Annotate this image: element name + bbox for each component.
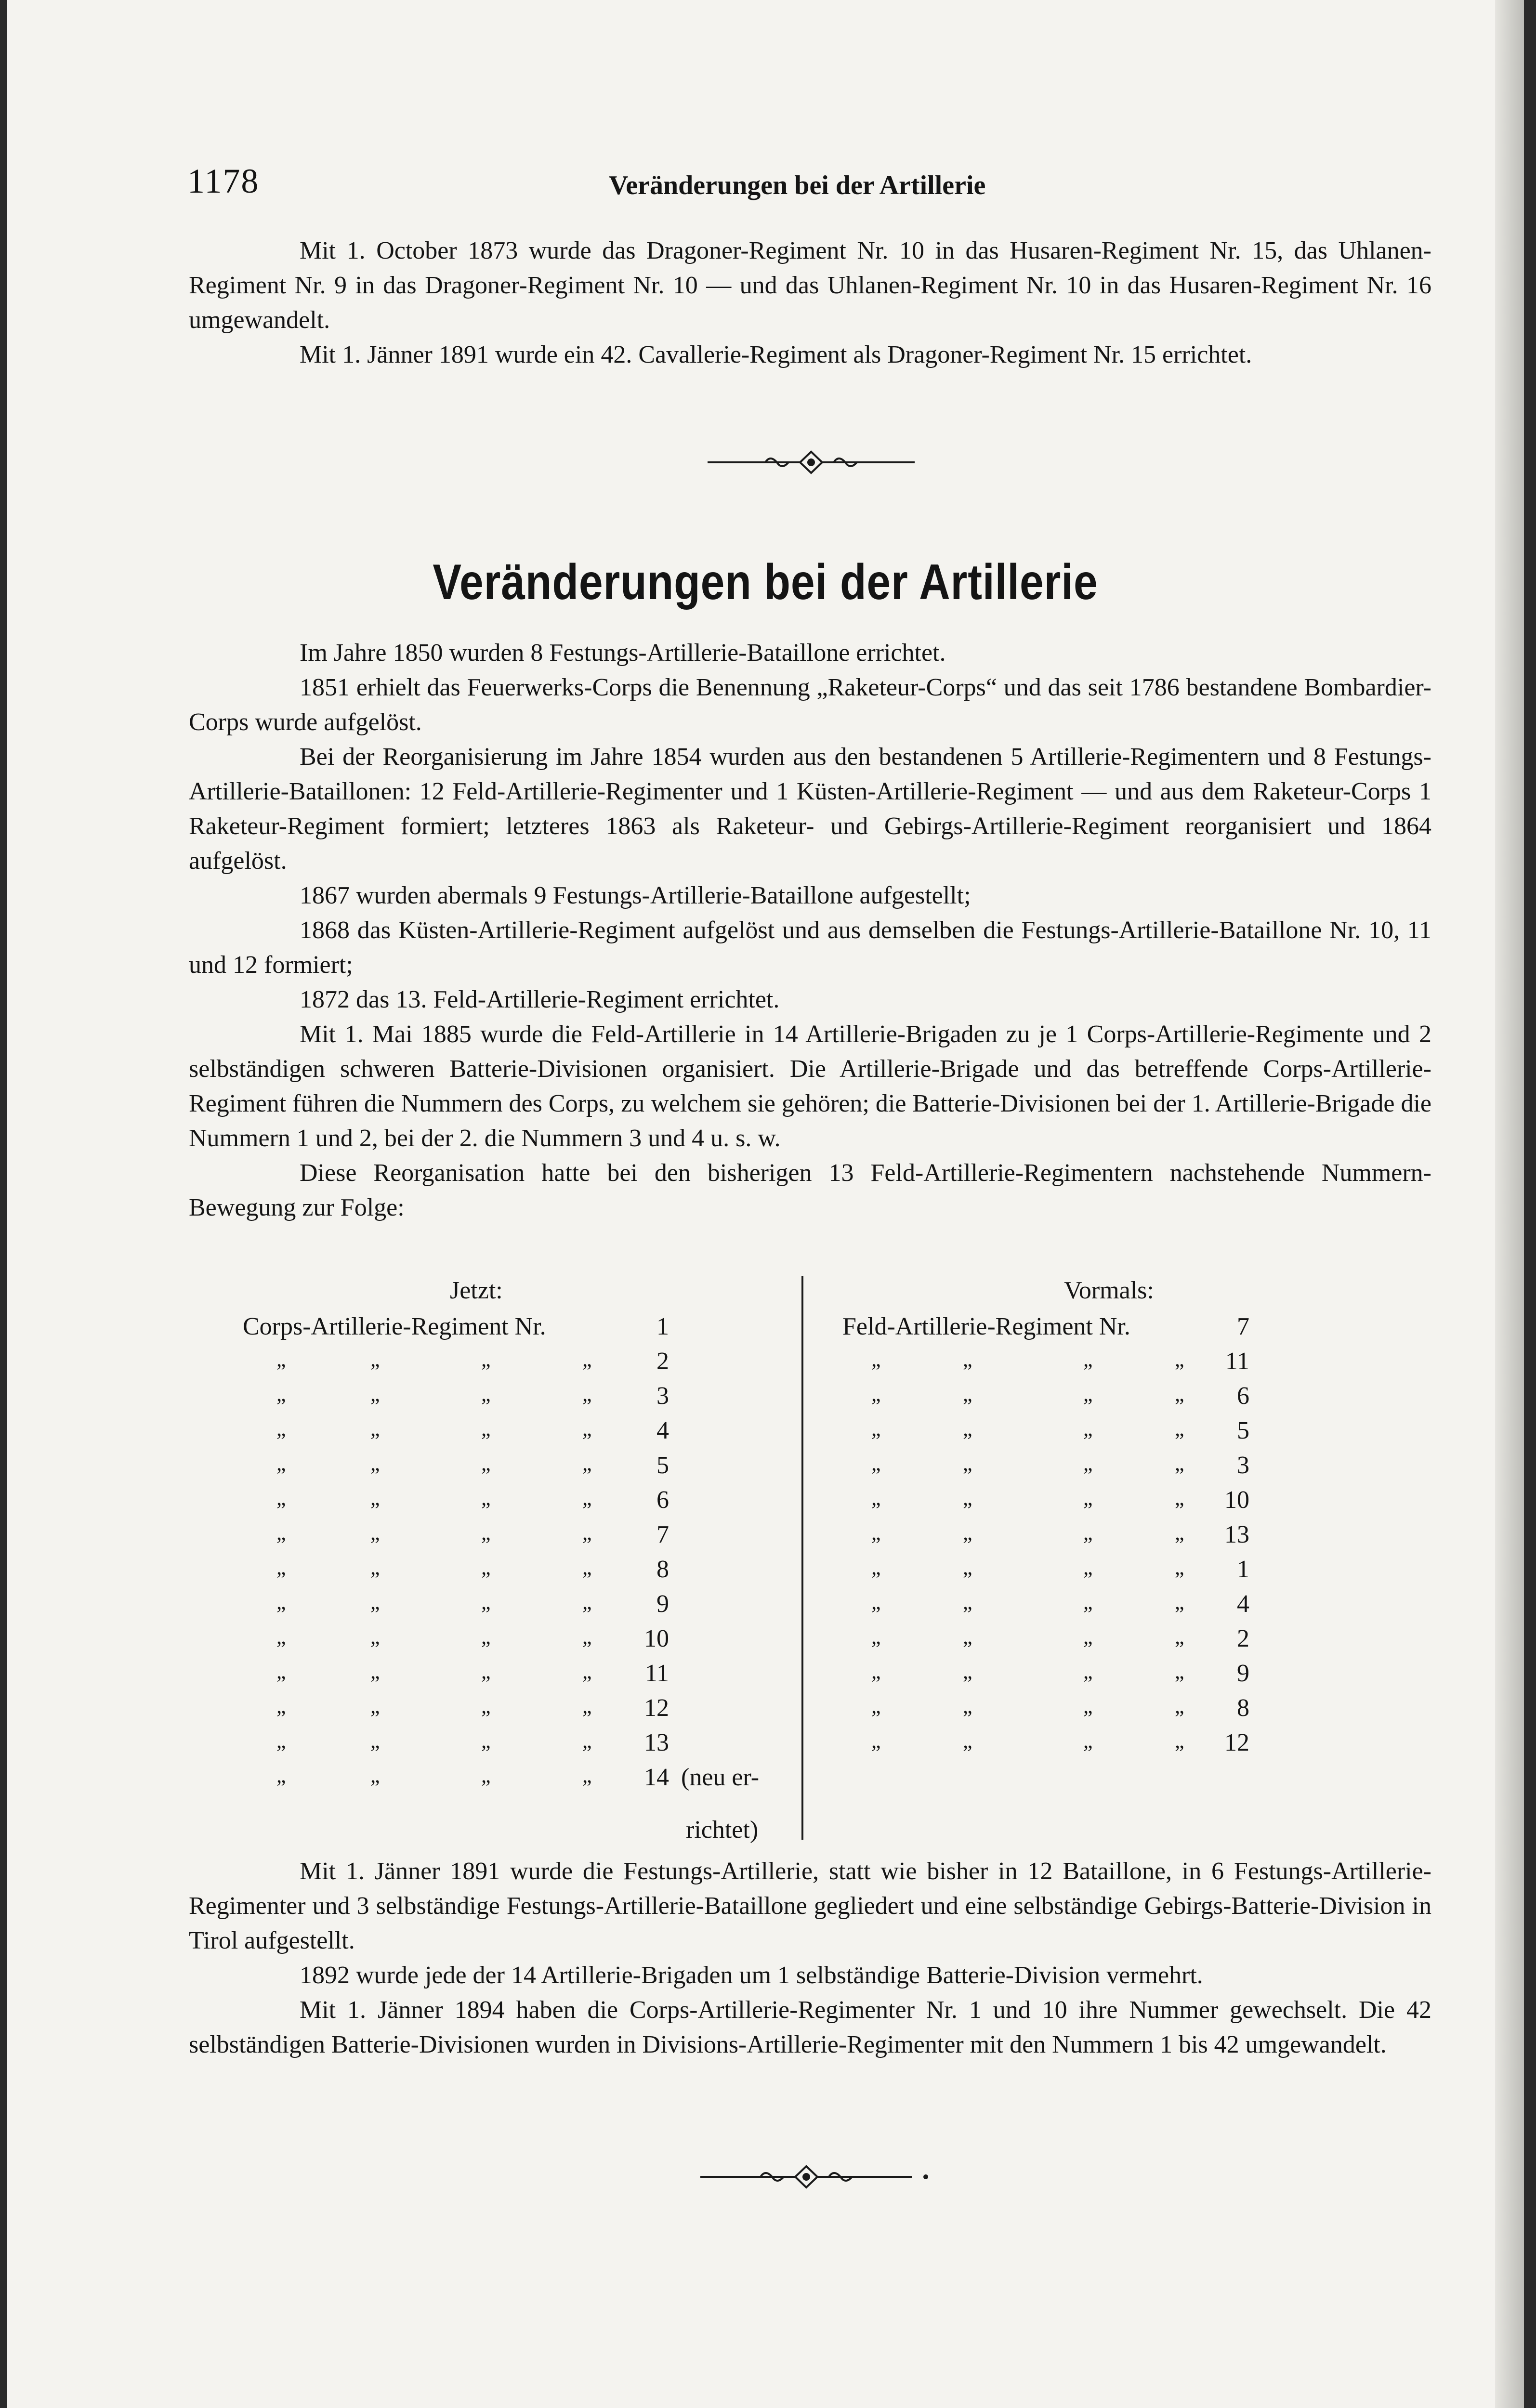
ornament-divider-icon	[700, 2162, 932, 2191]
ditto-mark: „	[582, 1660, 592, 1683]
vormals-number: 2	[1237, 1625, 1249, 1652]
ditto-mark: „	[1083, 1382, 1093, 1406]
ditto-mark: „	[1175, 1486, 1184, 1510]
ditto-mark: „	[963, 1521, 972, 1544]
paragraph: Diese Reorganisation hatte bei den bisherigen 13 Feld-Artillerie-Regimentern nachstehende Nummern-Bewegung zur Folge:	[189, 1159, 1431, 1221]
vormals-number: 4	[1237, 1590, 1249, 1618]
ditto-mark: „	[963, 1556, 972, 1579]
ditto-mark: „	[963, 1694, 972, 1718]
ditto-mark: „	[1175, 1660, 1184, 1683]
jetzt-number: 7	[656, 1521, 669, 1548]
ditto-mark: „	[481, 1660, 491, 1683]
ditto-mark: „	[1175, 1729, 1184, 1753]
section-text	[189, 636, 1431, 1225]
vormals-number: 1	[1237, 1556, 1249, 1583]
ditto-mark: „	[481, 1521, 491, 1544]
ditto-mark: „	[481, 1382, 491, 1406]
paragraph: Bei der Reorganisierung im Jahre 1854 wurden aus den bestandenen 5 Artillerie-Regimentern und 8 Festungs-Artillerie-Bataillonen: 12 Feld-Artillerie-Regimenter und 1 Küsten-Artillerie-Regiment — und aus dem Raketeur-Corps 1 Raketeur-Regiment formiert; letzteres 1863 als Raketeur- und Gebirgs-Artillerie-Regiment reorganisiert und 1864 aufgelöst.	[189, 743, 1431, 875]
jetzt-number: 9	[656, 1590, 669, 1618]
ditto-mark: „	[582, 1764, 592, 1787]
ditto-mark: „	[276, 1348, 286, 1371]
vormals-number: 6	[1237, 1382, 1249, 1410]
ditto-mark: „	[370, 1590, 380, 1614]
ditto-mark: „	[963, 1729, 972, 1753]
row-label-jetzt: Corps-Artillerie-Regiment Nr.	[243, 1313, 546, 1340]
table-note: (neu er-	[681, 1764, 760, 1791]
paragraph: Mit 1. Jänner 1894 haben die Corps-Artillerie-Regimenter Nr. 1 und 10 ihre Nummer gewechselt. Die 42 selbständigen Batterie-Divisionen wurden in Divisions-Artillerie-Regimenter mit den Nummern 1 bis 42 umgewandelt.	[189, 1996, 1431, 2058]
ditto-mark: „	[1175, 1348, 1184, 1371]
ditto-mark: „	[276, 1417, 286, 1440]
ditto-mark: „	[276, 1660, 286, 1683]
vormals-number: 11	[1225, 1348, 1249, 1375]
jetzt-number: 5	[656, 1452, 669, 1479]
ditto-mark: „	[1083, 1486, 1093, 1510]
ditto-mark: „	[582, 1417, 592, 1440]
ditto-mark: „	[582, 1625, 592, 1649]
page-edge	[1495, 0, 1524, 2408]
table-divider	[801, 1276, 803, 1840]
ditto-mark: „	[276, 1521, 286, 1544]
ditto-mark: „	[582, 1521, 592, 1544]
ditto-mark: „	[1175, 1625, 1184, 1649]
paragraph: 1892 wurde jede der 14 Artillerie-Brigaden um 1 selbständige Batterie-Division vermehrt.	[300, 1962, 1203, 1989]
jetzt-number: 2	[656, 1348, 669, 1375]
jetzt-number: 8	[656, 1556, 669, 1583]
ditto-mark: „	[276, 1625, 286, 1649]
ditto-mark: „	[481, 1452, 491, 1475]
ditto-mark: „	[582, 1382, 592, 1406]
ditto-mark: „	[370, 1764, 380, 1787]
ditto-mark: „	[1083, 1521, 1093, 1544]
ditto-mark: „	[1175, 1556, 1184, 1579]
ditto-mark: „	[1175, 1590, 1184, 1614]
ditto-mark: „	[1083, 1729, 1093, 1753]
ditto-mark: „	[582, 1590, 592, 1614]
paragraph: 1851 erhielt das Feuerwerks-Corps die Benennung „Raketeur-Corps“ und das seit 1786 bestandene Bombardier-Corps wurde aufgelöst.	[189, 674, 1431, 736]
ditto-mark: „	[370, 1660, 380, 1683]
page-number: 1178	[187, 162, 260, 200]
paragraph: Mit 1. Mai 1885 wurde die Feld-Artillerie in 14 Artillerie-Brigaden zu je 1 Corps-Artillerie-Regimente und 2 selbständigen schweren Batterie-Divisionen organisiert. Die Artillerie-Brigade und das betreffende Corps-Artillerie-Regiment führen die Nummern des Corps, zu welchem sie gehören; die Batterie-Divisionen bei der 1. Artillerie-Brigade die Nummern 1 und 2, bei der 2. die Nummern 3 und 4 u. s. w.	[189, 1021, 1431, 1152]
ditto-mark: „	[1083, 1556, 1093, 1579]
paragraph: Mit 1. Jänner 1891 wurde die Festungs-Artillerie, statt wie bisher in 12 Bataillone, in 6 Festungs-Artillerie-Regimenter und 3 selbständige Festungs-Artillerie-Bataillone gegliedert und eine selbständige Gebirgs-Batterie-Division in Tirol aufgestellt.	[189, 1858, 1431, 1954]
ditto-mark: „	[481, 1556, 491, 1579]
paragraph: Mit 1. October 1873 wurde das Dragoner-Regiment Nr. 10 in das Husaren-Regiment Nr. 15, das Uhlanen-Regiment Nr. 9 in das Dragoner-Regiment Nr. 10 — und das Uhlanen-Regiment Nr. 10 in das Husaren-Regiment Nr. 16 umgewandelt.	[189, 237, 1431, 334]
vormals-number: 5	[1237, 1417, 1249, 1444]
ditto-mark: „	[1083, 1452, 1093, 1475]
ditto-mark: „	[481, 1486, 491, 1510]
vormals-number: 7	[1237, 1313, 1249, 1340]
vormals-number: 12	[1224, 1729, 1249, 1756]
paragraph: Mit 1. Jänner 1891 wurde ein 42. Cavallerie-Regiment als Dragoner-Regiment Nr. 15 errichtet.	[300, 341, 1252, 368]
ditto-mark: „	[963, 1590, 972, 1614]
ditto-mark: „	[370, 1625, 380, 1649]
jetzt-number: 6	[656, 1486, 669, 1514]
ditto-mark: „	[871, 1348, 881, 1371]
ditto-mark: „	[276, 1729, 286, 1753]
ditto-mark: „	[1175, 1417, 1184, 1440]
ditto-mark: „	[1175, 1521, 1184, 1544]
jetzt-number: 3	[656, 1382, 669, 1410]
ditto-mark: „	[1083, 1625, 1093, 1649]
ditto-mark: „	[481, 1590, 491, 1614]
ditto-mark: „	[963, 1348, 972, 1371]
ditto-mark: „	[276, 1694, 286, 1718]
ditto-mark: „	[370, 1382, 380, 1406]
vormals-number: 3	[1237, 1452, 1249, 1479]
jetzt-number: 13	[644, 1729, 669, 1756]
ditto-mark: „	[582, 1486, 592, 1510]
vormals-number: 9	[1237, 1660, 1249, 1687]
ditto-mark: „	[481, 1694, 491, 1718]
ditto-mark: „	[963, 1486, 972, 1510]
ditto-mark: „	[871, 1590, 881, 1614]
table-note: richtet)	[686, 1816, 759, 1844]
ditto-mark: „	[276, 1590, 286, 1614]
ditto-mark: „	[370, 1452, 380, 1475]
vormals-number: 13	[1224, 1521, 1249, 1548]
page-header	[7, 161, 1524, 214]
jetzt-number: 14	[644, 1764, 669, 1791]
ditto-mark: „	[481, 1764, 491, 1787]
ditto-mark: „	[871, 1729, 881, 1753]
ditto-mark: „	[481, 1417, 491, 1440]
ditto-mark: „	[582, 1729, 592, 1753]
paragraph: 1867 wurden abermals 9 Festungs-Artillerie-Bataillone aufgestellt;	[300, 882, 971, 909]
ornament-divider-icon	[708, 448, 915, 477]
ditto-mark: „	[871, 1417, 881, 1440]
ditto-mark: „	[871, 1556, 881, 1579]
section-title: Veränderungen bei der Artillerie	[433, 554, 1098, 610]
ditto-mark: „	[1083, 1694, 1093, 1718]
ditto-mark: „	[1083, 1348, 1093, 1371]
closing-text	[189, 1854, 1431, 2062]
ditto-mark: „	[871, 1521, 881, 1544]
ditto-mark: „	[370, 1348, 380, 1371]
ditto-mark: „	[370, 1729, 380, 1753]
jetzt-number: 4	[656, 1417, 669, 1444]
ditto-mark: „	[871, 1660, 881, 1683]
ditto-mark: „	[1175, 1382, 1184, 1406]
running-head: Veränderungen bei der Artillerie	[609, 170, 986, 200]
ditto-mark: „	[582, 1452, 592, 1475]
paragraph: 1872 das 13. Feld-Artillerie-Regiment errichtet.	[300, 986, 780, 1013]
ditto-mark: „	[370, 1486, 380, 1510]
ditto-mark: „	[276, 1486, 286, 1510]
jetzt-number: 1	[656, 1313, 669, 1340]
paragraph: 1868 das Küsten-Artillerie-Regiment aufgelöst und aus demselben die Festungs-Artillerie-Bataillone Nr. 10, 11 und 12 formiert;	[189, 916, 1431, 979]
vormals-number: 8	[1237, 1694, 1249, 1722]
ditto-mark: „	[1083, 1660, 1093, 1683]
ditto-mark: „	[963, 1417, 972, 1440]
ditto-mark: „	[276, 1382, 286, 1406]
ditto-mark: „	[1175, 1694, 1184, 1718]
ditto-mark: „	[370, 1556, 380, 1579]
ditto-mark: „	[963, 1625, 972, 1649]
ditto-mark: „	[1175, 1452, 1184, 1475]
ditto-mark: „	[871, 1452, 881, 1475]
jetzt-number: 11	[644, 1660, 669, 1687]
ditto-mark: „	[1083, 1590, 1093, 1614]
ditto-mark: „	[1083, 1417, 1093, 1440]
ditto-mark: „	[963, 1382, 972, 1406]
jetzt-number: 10	[644, 1625, 669, 1652]
book-page	[7, 0, 1524, 2408]
ditto-mark: „	[871, 1625, 881, 1649]
ditto-mark: „	[963, 1660, 972, 1683]
ditto-mark: „	[370, 1417, 380, 1440]
ditto-mark: „	[370, 1694, 380, 1718]
paragraph: Im Jahre 1850 wurden 8 Festungs-Artillerie-Bataillone errichtet.	[300, 639, 946, 667]
table-heading-vormals: Vormals:	[1064, 1277, 1154, 1304]
ditto-mark: „	[481, 1625, 491, 1649]
intro-text	[189, 234, 1431, 372]
ditto-mark: „	[871, 1382, 881, 1406]
ditto-mark: „	[276, 1764, 286, 1787]
table-heading-jetzt: Jetzt:	[450, 1277, 503, 1304]
ditto-mark: „	[582, 1556, 592, 1579]
ditto-mark: „	[963, 1452, 972, 1475]
ditto-mark: „	[276, 1452, 286, 1475]
jetzt-number: 12	[644, 1694, 669, 1722]
ditto-mark: „	[582, 1694, 592, 1718]
ditto-mark: „	[481, 1729, 491, 1753]
ditto-mark: „	[276, 1556, 286, 1579]
vormals-number: 10	[1224, 1486, 1249, 1514]
row-label-vormals: Feld-Artillerie-Regiment Nr.	[842, 1313, 1130, 1340]
ditto-mark: „	[871, 1694, 881, 1718]
ditto-mark: „	[370, 1521, 380, 1544]
ditto-mark: „	[871, 1486, 881, 1510]
ditto-mark: „	[582, 1348, 592, 1371]
ditto-mark: „	[481, 1348, 491, 1371]
